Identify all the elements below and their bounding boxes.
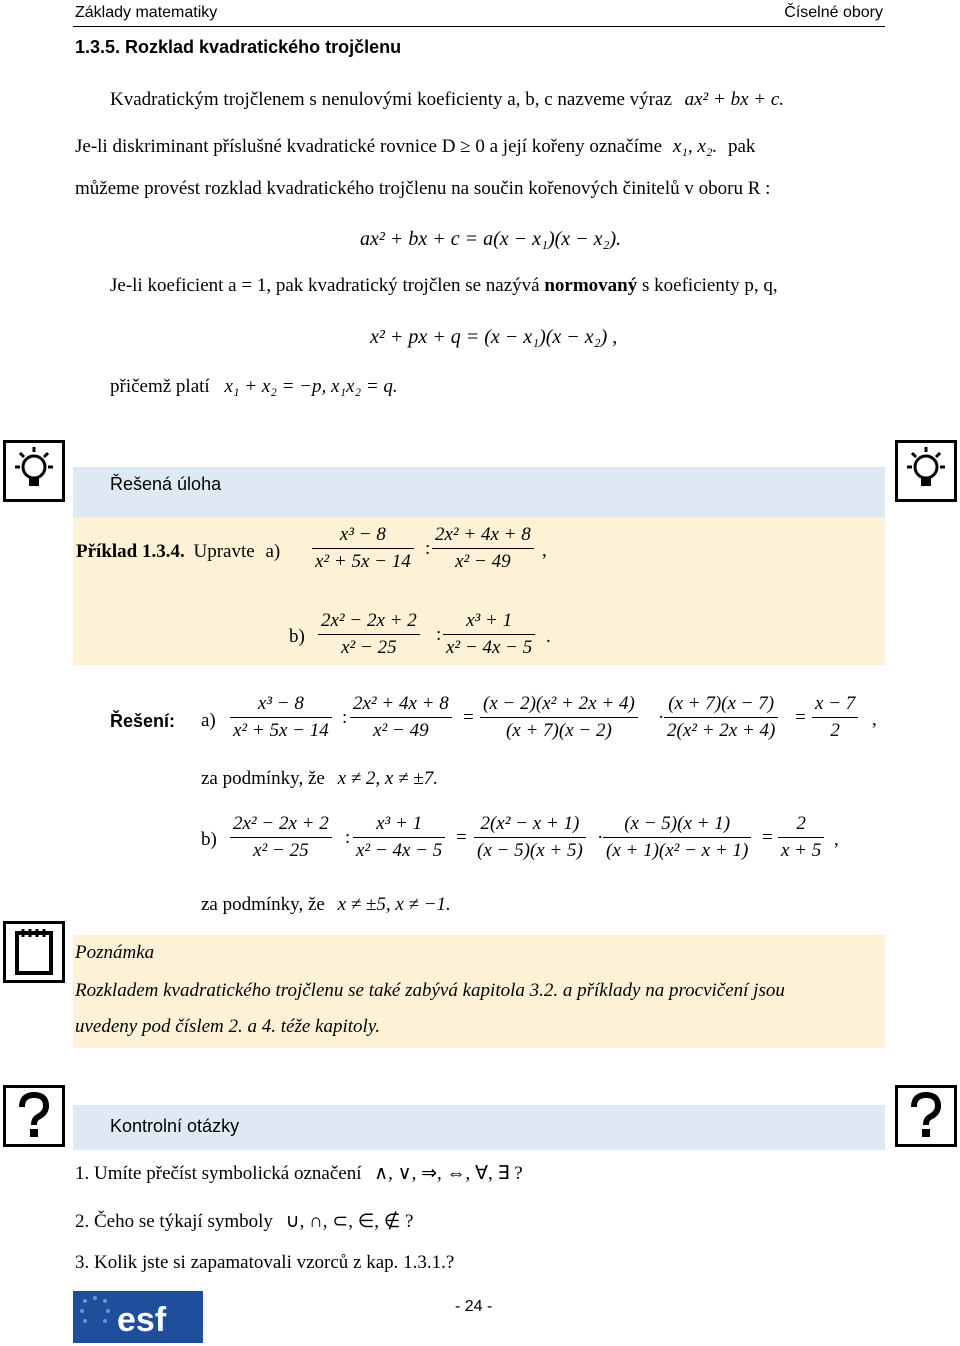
solution-b-fraction-2 (353, 813, 445, 862)
solution-a-label: a) (201, 710, 216, 731)
solution-b-label: b) (201, 829, 217, 850)
fraction-denominator: x² − 49 (455, 551, 511, 572)
fraction-denominator: x² − 25 (253, 840, 309, 861)
solution-a-result (812, 693, 858, 742)
comma: , (834, 829, 839, 850)
divide-sign: : (345, 827, 351, 848)
divide-sign: : (425, 538, 431, 559)
note-heading: Poznámka (75, 942, 155, 963)
intro-paragraph-2b: můžeme provést rozklad kvadratického trojčlenu na součin kořenových činitelů v oboru R : (75, 178, 771, 199)
fraction-numerator: 2(x² − x + 1) (480, 813, 580, 834)
example-b-label: b) (289, 626, 305, 647)
solution-label: Řešení: (110, 711, 176, 731)
equals-sign: = (762, 827, 773, 848)
example-label-row (76, 540, 280, 564)
example-b-fraction-1 (318, 610, 420, 659)
solution-b-step-fraction-2 (603, 813, 751, 862)
equals-sign: = (456, 827, 467, 848)
intro-p3-bold: normovaný (544, 275, 638, 296)
vieta-relations: x₁ + x₂ = −p, x₁x₂ = q. (224, 376, 398, 397)
fraction-denominator: (x + 1)(x² − x + 1) (606, 840, 749, 861)
lightbulb-icon (895, 440, 957, 502)
question-symbols: ∧, ∨, ⇒, ⇔, ∀, ∃ ? (374, 1163, 523, 1184)
fraction-numerator: x³ − 8 (257, 693, 304, 714)
solved-heading: Řešená úloha (110, 474, 222, 494)
page-number: - 24 - (455, 1298, 493, 1315)
intro-paragraph-4 (110, 375, 398, 399)
control-question-2 (75, 1210, 414, 1234)
question-text: 2. Čeho se týkají symboly (75, 1211, 273, 1232)
header-right: Číselné obory (784, 4, 883, 21)
comma: , (872, 709, 877, 730)
fraction-denominator: 2 (830, 720, 840, 741)
notepad-icon (3, 921, 65, 983)
fraction-denominator: 2(x² + 2x + 4) (667, 720, 776, 741)
header-rule (73, 26, 885, 27)
fraction-denominator: x² − 49 (373, 720, 429, 741)
fraction-numerator: (x − 5)(x + 1) (624, 813, 731, 834)
fraction-denominator: x² − 4x − 5 (356, 840, 443, 861)
control-heading: Kontrolní otázky (110, 1116, 240, 1136)
question-mark-icon (3, 1085, 65, 1147)
intro-paragraph-2a (75, 135, 885, 159)
esf-logo (73, 1291, 203, 1343)
section-title: 1.3.5. Rozklad kvadratického trojčlenu (75, 37, 402, 57)
solution-b-result (778, 813, 824, 862)
fraction-numerator: (x − 2)(x² + 2x + 4) (483, 693, 635, 714)
fraction-numerator: x³ + 1 (376, 813, 423, 834)
intro-p2a-text: Je-li diskriminant příslušné kvadratické rovnice D ≥ 0 a její kořeny označíme (75, 136, 663, 157)
intro-p1-text: Kvadratickým trojčlenem s nenulovými koeficienty a, b, c nazveme výraz (110, 89, 672, 110)
fraction-numerator: x³ + 1 (466, 610, 513, 631)
note-line-1: Rozkladem kvadratického trojčlenu se také zabývá kapitola 3.2. a příklady na procvičení jsou (75, 980, 785, 1001)
solution-b-condition (201, 893, 451, 917)
question-text: 1. Umíte přečíst symbolická označení (75, 1163, 362, 1184)
intro-paragraph-1 (110, 88, 784, 112)
fraction-numerator: 2 (796, 813, 806, 834)
intro-paragraph-3 (110, 274, 778, 298)
question-mark-icon (895, 1085, 957, 1147)
example-a-fraction-1 (312, 524, 414, 573)
condition-lead: za podmínky, že (201, 894, 325, 915)
fraction-denominator: (x − 5)(x + 5) (477, 840, 583, 861)
divide-sign: : (342, 707, 348, 728)
fraction-numerator: (x + 7)(x − 7) (668, 693, 775, 714)
fraction-denominator: x² + 5x − 14 (315, 551, 411, 572)
solution-a-fraction-1 (230, 693, 332, 742)
solution-b-fraction-1 (230, 813, 332, 862)
condition-lead: za podmínky, že (201, 768, 325, 789)
lightbulb-icon (3, 440, 65, 502)
example-instruction: Upravte (193, 541, 255, 562)
condition-expression: x ≠ ±5, x ≠ −1. (337, 894, 451, 915)
solution-a-step-fraction-2 (664, 693, 778, 742)
fraction-numerator: 2x² − 2x + 2 (233, 813, 329, 834)
intro-p1-expression: ax² + bx + c. (684, 89, 785, 110)
fraction-numerator: 2x² − 2x + 2 (321, 610, 417, 631)
fraction-denominator: x + 5 (781, 840, 822, 861)
note-line-2: uvedeny pod číslem 2. a 4. téže kapitoly. (75, 1016, 380, 1037)
condition-expression: x ≠ 2, x ≠ ±7. (337, 768, 438, 789)
fraction-denominator: x² − 4x − 5 (446, 637, 533, 658)
solution-a-fraction-2 (350, 693, 452, 742)
fraction-numerator: x − 7 (815, 693, 856, 714)
multiply-dot: · (597, 827, 604, 848)
solution-b-step-fraction-1 (474, 813, 586, 862)
comma: , (542, 540, 547, 561)
example-b-fraction-2 (443, 610, 535, 659)
intro-p2a-roots: x₁, x₂. (672, 136, 718, 157)
solution-a-condition (201, 767, 438, 791)
control-question-3: 3. Kolik jste si zapamatovali vzorců z kap. 1.3.1.? (75, 1252, 455, 1273)
fraction-denominator: (x + 7)(x − 2) (505, 720, 612, 741)
example-a-fraction-2 (432, 524, 534, 573)
intro-p4-lead: přičemž platí (110, 376, 210, 397)
fraction-denominator: x² − 25 (341, 637, 397, 658)
logo-text: esf (117, 1301, 167, 1339)
equals-sign: = (463, 707, 474, 728)
intro-p2a-end: pak (727, 136, 756, 157)
fraction-numerator: 2x² + 4x + 8 (435, 524, 531, 545)
intro-p3-end: s koeficienty p, q, (642, 275, 778, 296)
example-a-label: a) (265, 541, 281, 562)
period: . (546, 626, 551, 647)
solution-a-step-fraction-1 (480, 693, 638, 742)
divide-sign: : (436, 624, 442, 645)
normalized-formula: x² + px + q = (x − x₁)(x − x₂) , (370, 326, 618, 348)
fraction-numerator: x³ − 8 (339, 524, 386, 545)
intro-p3-text: Je-li koeficient a = 1, pak kvadratický trojčlen se nazývá (110, 275, 540, 296)
fraction-denominator: x² + 5x − 14 (233, 720, 329, 741)
factorization-formula: ax² + bx + c = a(x − x₁)(x − x₂). (360, 228, 622, 250)
example-label: Příklad 1.3.4. (76, 541, 185, 562)
control-question-1 (75, 1162, 523, 1186)
header-left: Základy matematiky (75, 4, 218, 21)
equals-sign: = (795, 707, 806, 728)
multiply-dot: · (658, 707, 665, 728)
fraction-numerator: 2x² + 4x + 8 (353, 693, 449, 714)
question-symbols: ∪, ∩, ⊂, ∈, ∉ ? (285, 1211, 414, 1232)
